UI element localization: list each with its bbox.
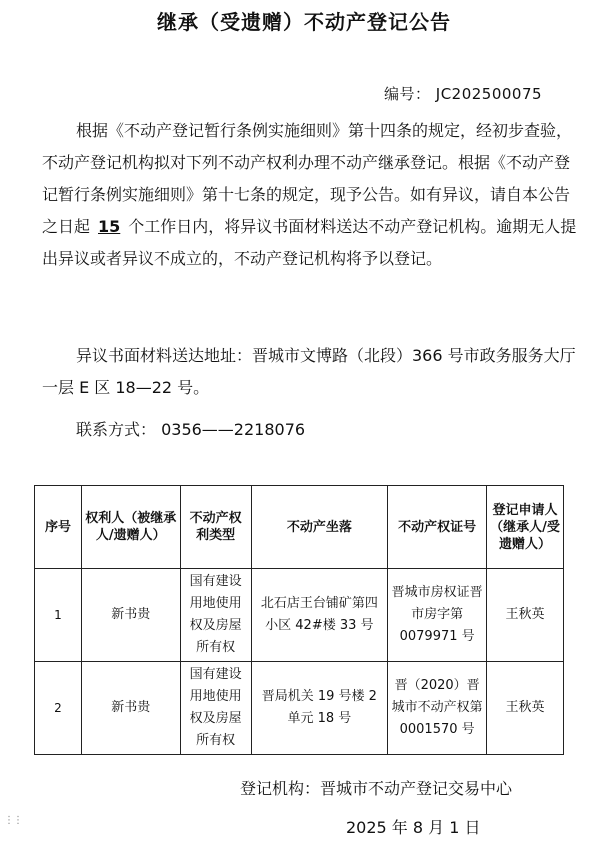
row-location: 晋局机关 19 号楼 2 单元 18 号 [251, 662, 388, 755]
document-number: 编号： JC202500075 [384, 85, 543, 103]
row-right-type: 国有建设用地使用权及房屋所有权 [180, 662, 251, 755]
row-owner: 新书贵 [81, 662, 180, 755]
table-header-row [35, 486, 564, 569]
drag-handle-icon[interactable]: ⋮⋮ [4, 815, 22, 826]
row-certificate: 晋（2020）晋城市不动产权第 0001570 号 [388, 662, 487, 755]
table-row [35, 662, 564, 755]
objection-address-paragraph: 异议书面材料送达地址：晋城市文博路（北段）366 号市政务服务大厅一层 E 区 18—22 号。 [42, 346, 576, 397]
property-table [34, 485, 564, 755]
contact-paragraph: 联系方式： 0356——2218076 [76, 420, 306, 439]
row-index: 2 [35, 662, 82, 755]
header-right-type: 不动产权利类型 [180, 486, 251, 569]
table-row [35, 569, 564, 662]
notice-paragraph-main [42, 115, 582, 275]
header-certificate: 不动产权证号 [388, 486, 487, 569]
row-index: 1 [35, 569, 82, 662]
row-applicant: 王秋英 [487, 662, 564, 755]
objection-days: 15 [98, 217, 121, 236]
row-location: 北石店王台铺矿第四小区 42#楼 33 号 [251, 569, 388, 662]
row-right-type: 国有建设用地使用权及房屋所有权 [180, 569, 251, 662]
registration-authority: 登记机构：晋城市不动产登记交易中心 [240, 779, 513, 798]
notice-title: 继承（受遗赠）不动产登记公告 [157, 10, 451, 34]
header-location: 不动产坐落 [251, 486, 388, 569]
notice-date: 2025 年 8 月 1 日 [346, 818, 481, 837]
row-applicant: 王秋英 [487, 569, 564, 662]
header-index: 序号 [35, 486, 82, 569]
header-applicant: 登记申请人（继承人/受遗赠人） [487, 486, 564, 569]
row-certificate: 晋城市房权证晋市房字第 0079971 号 [388, 569, 487, 662]
main-text-before: 根据《不动产登记暂行条例实施细则》第十四条的规定，经初步查验，不动产登记机构拟对下列不动产权利办理不动产继承登记。根据《不动产登记暂行条例实施细则》第十七条的规定，现予公告。如有异议，请自本公告之日起 [42, 121, 573, 236]
main-text-after: 个工作日内，将异议书面材料送达不动产登记机构。逾期无人提出异议或者异议不成立的，不动产登记机构将予以登记。 [42, 217, 577, 268]
header-owner: 权利人（被继承人/遗赠人） [81, 486, 180, 569]
row-owner: 新书贵 [81, 569, 180, 662]
